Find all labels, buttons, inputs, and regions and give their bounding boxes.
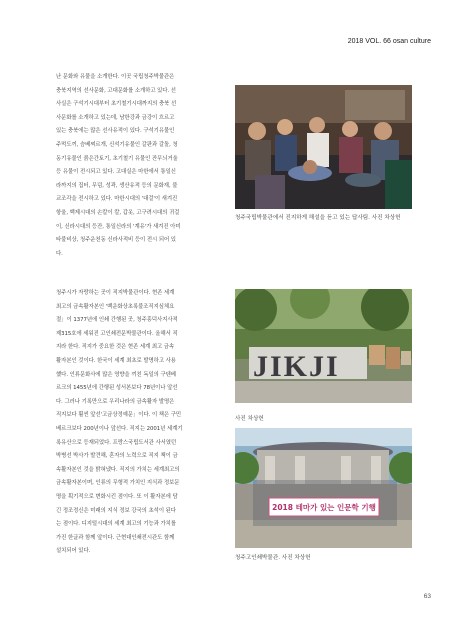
photo-caption: 청주고인쇄박물관. 사진 차상헌 xyxy=(235,555,311,561)
text-line: 타불비상, 청주운천동 신라사적비 등이 전시 되어 있 xyxy=(56,237,176,244)
group-photo xyxy=(235,428,412,548)
text-line: 록유산으로 등재되었다. 프랑스국립도서관 사서였던 xyxy=(56,439,177,446)
text-line: 동기유물인 붉은간토기, 초기철기 유물인 잔무늬거울 xyxy=(56,155,178,162)
text-line: 주먹도끼, 슴베찌르개, 신석기유물인 갈판과 갈돌, 청 xyxy=(56,141,178,148)
text-line: 했다. 인류문화사에 많은 영향을 끼친 독일의 구텐베 xyxy=(56,371,176,378)
museum-visitors-photo xyxy=(235,85,412,209)
text-line: 활자본인 것이다. 한국이 세계 최초로 발명하고 사용 xyxy=(56,357,176,364)
text-line: 절」이 1377년에 인쇄 간행된 곳, 청주흥덕사지사적 xyxy=(56,317,178,324)
text-line: 직지보다 훨씬 앞선'고금상정예문」이다. 이 책은 구민 xyxy=(56,412,182,419)
running-header: 2018 VOL. 66 osan culture xyxy=(347,38,431,45)
text-line: 속활자본인 것을 밝혀냈다. 직지의 가치는 세계최고의 xyxy=(56,466,180,473)
text-line: 긴 정조정신은 미래의 지식 정보 강국의 초석이 된다 xyxy=(56,507,176,514)
page-number: 63 xyxy=(423,593,431,600)
photo-caption: 사진 차상헌 xyxy=(235,416,264,422)
text-line: 이, 신라시대의 등잔, 통일신라의 '계유'가 새겨진 아미 xyxy=(56,223,181,230)
text-line: 설치되어 있다. xyxy=(56,548,91,555)
text-line: 있는 충북에는 많은 선사유적이 있다. 구석기유물인 xyxy=(56,128,175,135)
text-line: 사문화를 소개하고 있는데, 남한강과 금강이 흐르고 xyxy=(56,114,175,121)
text-line: 난 문화와 유물을 소개한다. 이곳 국립청주박물관은 xyxy=(56,74,175,80)
text-line: 명을 획기적으로 변화시킨 점이다. 또 이 활자본에 담 xyxy=(56,493,178,500)
text-line: 교조각을 전시하고 있다. 마한시대의 '대걸'이 새겨진 xyxy=(56,196,178,203)
text-line: 지라 한다. 직지가 중요한 것은 현존 세계 최고 금속 xyxy=(56,344,175,351)
text-line: 다. xyxy=(56,250,63,257)
text-line: 르크의 1455년에 간행된 성서본보다 78년이나 앞선 xyxy=(56,385,178,392)
text-line: 베르크보다 200년이나 앞선다. 직지는 2001년 세계기 xyxy=(56,425,183,432)
jikji-sign-text: JIKJI xyxy=(253,350,340,383)
text-line: 금속활자본이며, 인류의 무형적 가치인 지식과 정보문 xyxy=(56,480,180,487)
text-line: 청주시가 자랑하는 곳이 직지박물관이다. 현존 세계 xyxy=(56,290,175,296)
text-line: 항울, 백제시대의 손칼이 칼, 갑옷, 고구려시대의 귀걸 xyxy=(56,209,180,216)
body-paragraph-2 xyxy=(56,287,233,559)
text-line: 사실은 구석기시대부터 초기철기시대까지의 충북 선 xyxy=(56,101,177,108)
text-line: 는 점이다. 디지털시대의 세계 최고의 기능과 가치를 xyxy=(56,521,176,528)
text-line: 등 유물이 전시되고 있다. 고대실은 마한에서 통일신 xyxy=(56,169,176,176)
body-paragraph-1 xyxy=(56,71,233,261)
text-line: 제315호에 세워진 고인쇄전문박물관이다. 올해서 직 xyxy=(56,330,178,337)
text-line: 다. 그러나 기록만으로 우리나라의 금속활자 발명은 xyxy=(56,398,175,405)
jikji-sign-photo xyxy=(235,289,412,403)
text-line: 최고의 금속활자본인 '백운화상초록불조직지심체요 xyxy=(56,303,175,310)
text-line: 박병선 박사가 발견해, 혼자의 노력으로 직지 책이 금 xyxy=(56,453,178,460)
text-line: 가진 한글과 함께 앞이다. 근현대인쇄전시관도 함께 xyxy=(56,534,175,541)
banner-text: 2018 테마가 있는 인문학 기행 xyxy=(272,503,376,512)
text-line: 라까지의 집터, 무덤, 성곽, 생산유적 등의 문화재, 불 xyxy=(56,182,178,189)
photo-caption: 청주국립박물관에서 진지하게 해설을 듣고 있는 답사팀. 사진 차상헌 xyxy=(235,215,401,221)
text-line: 충북지역의 선사문화, 고대문화를 소개하고 있다. 선 xyxy=(56,87,176,94)
